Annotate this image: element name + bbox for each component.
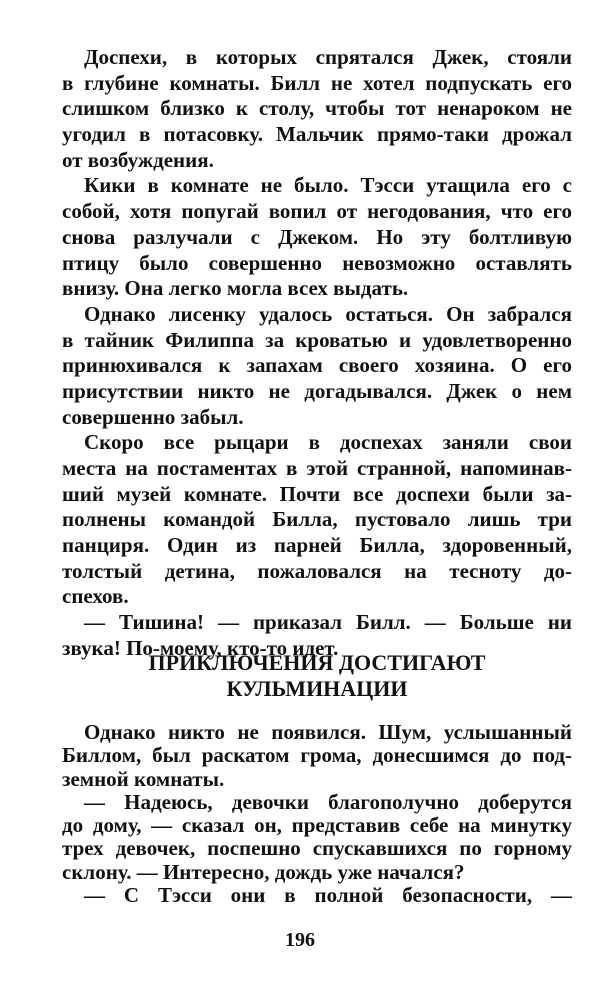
text-line: склону. — Интересно, дождь уже начался?	[62, 859, 465, 884]
text-line: — Надеюсь, девочки благополучно доберутся	[84, 789, 572, 814]
text-line: до дому, — сказал он, представив себе на минутку	[62, 813, 572, 838]
text-line: снова разлучали с Джеком. Но эту болтливую	[62, 224, 572, 249]
paragraph	[62, 173, 572, 301]
text-line: трех девочек, поспешно спускавшихся по горному	[62, 836, 572, 861]
text-line: от возбуждения.	[62, 147, 214, 172]
paragraph	[62, 430, 572, 610]
text-line: Однако лисенку удалось остаться. Он забрался	[84, 301, 572, 326]
text-line: Биллом, был раскатом грома, донесшимся до под-	[62, 743, 572, 768]
text-line: внизу. Она легко могла всех выдать.	[62, 276, 409, 301]
text-line: толстый детина, пожаловался на тесноту до-	[62, 558, 572, 583]
text-line: совершенно забыл.	[62, 404, 244, 429]
text-line: спехов.	[62, 584, 129, 609]
text-line: птицу было совершенно невозможно оставлять	[62, 250, 572, 275]
text-line: слишком близко к столу, чтобы тот ненароком не	[62, 96, 572, 121]
text-line: собой, хотя попугай вопил от негодования, что его	[62, 199, 572, 224]
chapter-heading-line-2: КУЛЬМИНАЦИИ	[226, 676, 408, 701]
text-line: Доспехи, в которых спрятался Джек, стояли	[84, 45, 572, 69]
text-line: полнены командой Билла, пустовало лишь три	[62, 507, 572, 532]
text-line: угодил в потасовку. Мальчик прямо-таки дрожал	[62, 122, 572, 147]
text-line: панциря. Один из парней Билла, здоровенный,	[62, 533, 572, 558]
text-line: Кики в комнате не было. Тэсси утащила его с	[84, 173, 572, 198]
text-section-before-heading	[62, 45, 572, 662]
paragraph	[62, 302, 572, 430]
text-line: — Тишина! — приказал Билл. — Больше ни	[84, 610, 572, 635]
text-line: земной комнаты.	[62, 766, 225, 791]
text-line: звука! По-моему, кто-то идет.	[62, 635, 339, 660]
text-line: — С Тэсси они в полной безопасности, —	[84, 883, 572, 908]
paragraph	[62, 45, 572, 173]
text-line: принюхивался к запахам своего хозяина. О его	[62, 353, 572, 378]
text-line: в глубине комнаты. Билл не хотел подпускать его	[62, 70, 572, 95]
text-line: Скоро все рыцари в доспехах заняли свои	[84, 430, 572, 455]
text-line: Однако никто не появился. Шум, услышанный	[84, 720, 572, 744]
paragraph	[62, 791, 572, 884]
text-section-after-heading	[62, 721, 572, 907]
chapter-heading	[62, 650, 572, 702]
page-number: 196	[285, 929, 315, 951]
text-line: присутствии никто не догадывался. Джек о нем	[62, 378, 572, 403]
text-line: в тайник Филиппа за кроватью и удовлетворенно	[62, 327, 572, 352]
text-line: места на постаментах в этой странной, напоминав-	[62, 456, 572, 480]
chapter-heading-line-1: ПРИКЛЮЧЕНИЯ ДОСТИГАЮТ	[148, 650, 486, 675]
paragraph	[62, 721, 572, 791]
paragraph	[62, 884, 572, 907]
text-line: ший музей комнате. Почти все доспехи были за-	[62, 481, 572, 506]
